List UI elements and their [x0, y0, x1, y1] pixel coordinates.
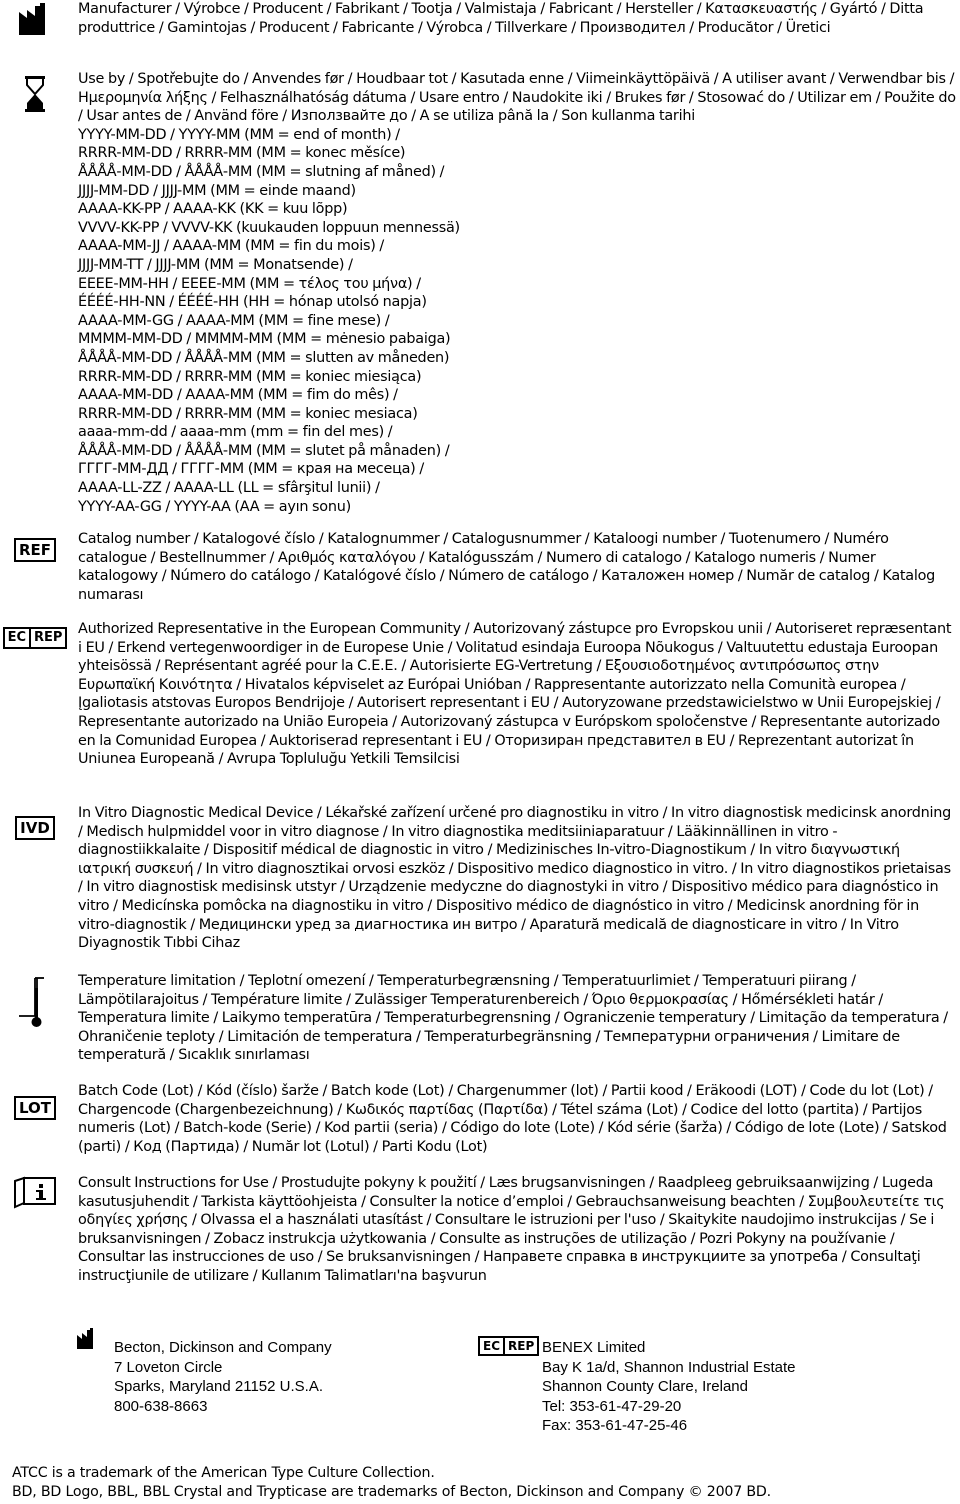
catalog-text: Catalog number / Katalogové číslo / Katalognummer / Catalogusnummer / Kataloogi number / Tuotenumero / Numéro catalogue / Bestellnummer / Αριθμός καταλόγου / Katalógusszám / Numero di catalogo / Katalogo numeris / Numer katalogowy / Número do catálogo / Katalógové číslo / Número de catálogo / Каталожен номер / Număr de catalog / Katalog numarası: [78, 531, 936, 603]
use-by-line: AAAA-MM-DD / AAAA-MM (MM = fim do mês) /: [78, 387, 398, 404]
temperature-text: Temperature limitation / Teplotní omezení / Temperaturbegrænsning / Temperatuurlimiet / Temperatuuri piirang / Lämpötilarajoitus / Température limite / Zulässiger Temperaturenbereich / Όριο θερμοκρασίας / Hőmérsékleti határ / Temperatura limite / Laikymo temperatūra / Temperaturbegrensning / Ograniczenie temperatury / Limitação da temperatura / Ohraničenie teploty / Limitación de temperatura / Temperaturbegränsning / Температурни ограничения / Limitare de temperatură / Sıcaklık sınırlaması: [78, 973, 948, 1064]
ec-rep-icon: [4, 627, 66, 649]
use-by-line: ΕΕΕΕ-ΜΜ-ΗΗ / ΕΕΕΕ-ΜΜ (ΜΜ = τέλος του μήνα) /: [78, 275, 421, 292]
use-by-line: JJJJ-MM-DD / JJJJ-MM (MM = einde maand): [78, 182, 356, 199]
ec-rep-address: [542, 1338, 796, 1436]
rep-label: REP: [29, 629, 65, 647]
use-by-line: ÅÅÅÅ-MM-DD / ÅÅÅÅ-MM (MM = slutet på månaden) /: [78, 442, 450, 459]
address-line: Shannon County Clare, Ireland: [542, 1378, 748, 1396]
address-line: 7 Loveton Circle: [114, 1358, 223, 1376]
address-line: BENEX Limited: [542, 1339, 646, 1356]
address-line: Becton, Dickinson and Company: [114, 1339, 332, 1356]
use-by-line: YYYY-MM-DD / YYYY-MM (MM = end of month) /: [78, 126, 400, 143]
address-line: Bay K 1a/d, Shannon Industrial Estate: [542, 1358, 796, 1376]
use-by-line: AAAA-MM-JJ / AAAA-MM (MM = fin du mois) /: [78, 238, 384, 255]
rep-label-small: REP: [503, 1338, 537, 1354]
use-by-line: JJJJ-MM-TT / JJJJ-MM (MM = Monatsende) /: [78, 256, 353, 273]
ivd-text: In Vitro Diagnostic Medical Device / Lékařské zařízení určené pro diagnostiku in vitro / In vitro diagnostisk medicinsk anordning / Medisch hulpmiddel voor in vitro diagnose / In vitro diagnostika meditsiiniaparatuur / Lääkinnällinen in vitro -diagnostiikkalaite / Dispositif médical de diagnostic in vitro / Medizinisches In-vitro-Diagnostikum / In vitro διαγνωστική ιατρική συσκευή / In vitro diagnosztikai orvosi eszköz / Dispositivo medico diagnostico in vitro. / In vitro diagnostikos prietaisas / In vitro diagnostisk medisinsk utstyr / Urządzenie medyczne do diagnostyki in vitro / Dispositivo médico para diagnóstico in vitro / Medicínska pomôcka na diagnostiku in vitro / Dispositivo médico de diagnóstico in vitro / Medicinsk anordning för in vitro-diagnostik / Медицински уред за диагностика ин витро / Aparatură medicală de diagnosticare in vitro / In Vitro Diyagnostik Tıbbi Cihaz: [78, 805, 952, 952]
ivd-icon: [4, 816, 66, 840]
address-line: Sparks, Maryland 21152 U.S.A.: [114, 1378, 323, 1396]
factory-icon: [4, 2, 66, 36]
batch-text: Batch Code (Lot) / Kód (číslo) šarže / Batch kode (Lot) / Chargenummer (lot) / Partii kood / Eräkoodi (LOT) / Code du lot (Lot) / Chargencode (Chargenbezeichnung) / Κωδικός παρτίδας (Παρτίδα) / Tétel száma (Lot) / Codice del lotto (partita) / Partijos numeris (Lot) / Batch-kode (Serie) / Kod partii (seria) / Código do lote (Lote) / Kód série (šarža) / Código de lote (Lote) / Satskod (parti) / Код (Партида) / Număr lot (Lotul) / Parti Kodu (Lot): [78, 1083, 947, 1155]
manufacturer-address: [114, 1338, 332, 1416]
ref-icon-label: REF: [14, 538, 56, 562]
use-by-line: YYYY-AA-GG / YYYY-AA (AA = ayın sonu): [78, 498, 351, 515]
ec-rep-text: Authorized Representative in the European Community / Autorizovaný zástupce pro Evropskou unii / Autoriseret repræsentant i EU / Erkend vertegenwoordiger in de Europese Unie / Volitatud esindaja Euroopa Nõukogus / Valtuutettu edustaja Euroopan yhteisössä / Représentant agréé pour la C.E.E. / Autorisierte EG-Vertretung / Εξουσιοδοτημένος αντιπρόσωπος στην Ευρωπαϊκή Κοινότητα / Hivatalos képviselet az Európai Unióban / Rappresentante autorizzato nella Comunità europea / Įgaliotasis atstovas Europos Bendrijoje / Autorisert representant i EU / Autoryzowane przedstawicielstwo w Unii Europejskiej / Representante autorizado na União Europeia / Autorizovaný zástupca v Európskom spoločenstve / Representante autorizado en la Comunidad Europea / Auktoriserad representant i EU / Оторизиран представител в EU / Reprezentant autorizat în Uniunea Europeană / Avrupa Topluluğu Yetkili Temsilcisi: [78, 621, 952, 768]
trademark-footer: [12, 1464, 771, 1502]
use-by-line: RRRR-MM-DD / RRRR-MM (MM = konec měsíce): [78, 145, 406, 162]
ivd-icon-label: IVD: [15, 816, 55, 840]
use-by-line: RRRR-MM-DD / RRRR-MM (MM = koniec mesiaca): [78, 405, 418, 422]
use-by-line: VVVV-KK-PP / VVVV-KK (kuukauden loppuun mennessä): [78, 219, 460, 236]
ec-rep-icon-small: [478, 1336, 539, 1356]
manufacturer-text: Manufacturer / Výrobce / Producent / Fabrikant / Tootja / Valmistaja / Fabricant / Hersteller / Κατασκευαστής / Gyártó / Ditta produttrice / Gamintojas / Producent / Fabricante / Výrobca / Tillverkare / Производител / Producător / Üretici: [78, 1, 924, 36]
address-line: Fax: 353-61-47-25-46: [542, 1417, 688, 1435]
ifu-text: Consult Instructions for Use / Prostudujte pokyny k použití / Læs brugsanvisningen / Raadpleeg gebruiksaanwijzing / Lugeda kasutusjuhendit / Tarkista käyttöohjeista / Consulter la notice d’emploi / Gebrauchsanweisung beachten / Συμβουλευτείτε τις οδηγίες χρήσης / Olvassa el a használati utasítást / Consultare le istruzioni per l'uso / Skaitykite naudojimo instrukcijas / Se i bruksanvisningen / Zobacz instrukcja użytkowania / Consulte as instruções de utilização / Pozri Pokyny na používanie / Consultar las instrucciones de uso / Se bruksanvisningen / Направете справка в инструкциите за употреба / Consultaţi instrucţiunile de utilizare / Kullanım Talimatları'na başvurun: [78, 1175, 945, 1284]
use-by-line: ÅÅÅÅ-MM-DD / ÅÅÅÅ-MM (MM = slutten av måneden): [78, 349, 450, 366]
use-by-intro: Use by / Spotřebujte do / Anvendes før / Houdbaar tot / Kasutada enne / Viimeinkäyttöpäivä / A utiliser avant / Verwendbar bis / Ημερομηνία λήξης / Felhasználhatóság dátuma / Usare entro / Naudokite iki / Brukes før / Stosować do / Utilizar em / Použite do / Usar antes de / Använd före / Използвайте до / A se utiliza până la / Son kullanma tarihi: [78, 71, 956, 125]
lot-icon: [4, 1096, 66, 1120]
lot-icon-label: LOT: [14, 1096, 56, 1120]
use-by-line: AAAA-LL-ZZ / AAAA-LL (LL = sfârşitul lunii) /: [78, 480, 380, 497]
ec-label-small: EC: [483, 1339, 501, 1353]
use-by-line: aaaa-mm-dd / aaaa-mm (mm = fin del mes) /: [78, 424, 393, 441]
use-by-line: RRRR-MM-DD / RRRR-MM (MM = koniec miesiąca): [78, 368, 422, 385]
hourglass-icon: [4, 75, 66, 113]
use-by-line: AAAA-KK-PP / AAAA-KK (KK = kuu lõpp): [78, 201, 348, 218]
thermometer-icon: [4, 974, 66, 1032]
ref-icon: [4, 538, 66, 562]
use-by-line: AAAA-MM-GG / AAAA-MM (MM = fine mese) /: [78, 312, 390, 329]
use-by-text: [78, 70, 956, 516]
use-by-line: ÅÅÅÅ-MM-DD / ÅÅÅÅ-MM (MM = slutning af måned) /: [78, 163, 445, 180]
address-line: Tel: 353-61-47-29-20: [542, 1397, 682, 1415]
factory-icon-small: [76, 1328, 98, 1350]
ec-label: EC: [7, 630, 26, 645]
use-by-line: ГГГГ-ММ-ДД / ГГГГ-ММ (ММ = края на месеца) /: [78, 461, 424, 478]
address-line: 800-638-8663: [114, 1397, 208, 1415]
trademark-line: BD, BD Logo, BBL, BBL Crystal and Trypticase are trademarks of Becton, Dickinson and Company © 2007 BD.: [12, 1483, 771, 1500]
use-by-line: ÉÉÉÉ-HH-NN / ÉÉÉÉ-HH (HH = hónap utolsó napja): [78, 294, 427, 311]
use-by-line: MMMM-MM-DD / MMMM-MM (MM = mėnesio pabaiga): [78, 331, 451, 348]
book-info-icon: [4, 1176, 66, 1210]
trademark-line: ATCC is a trademark of the American Type Culture Collection.: [12, 1465, 435, 1481]
